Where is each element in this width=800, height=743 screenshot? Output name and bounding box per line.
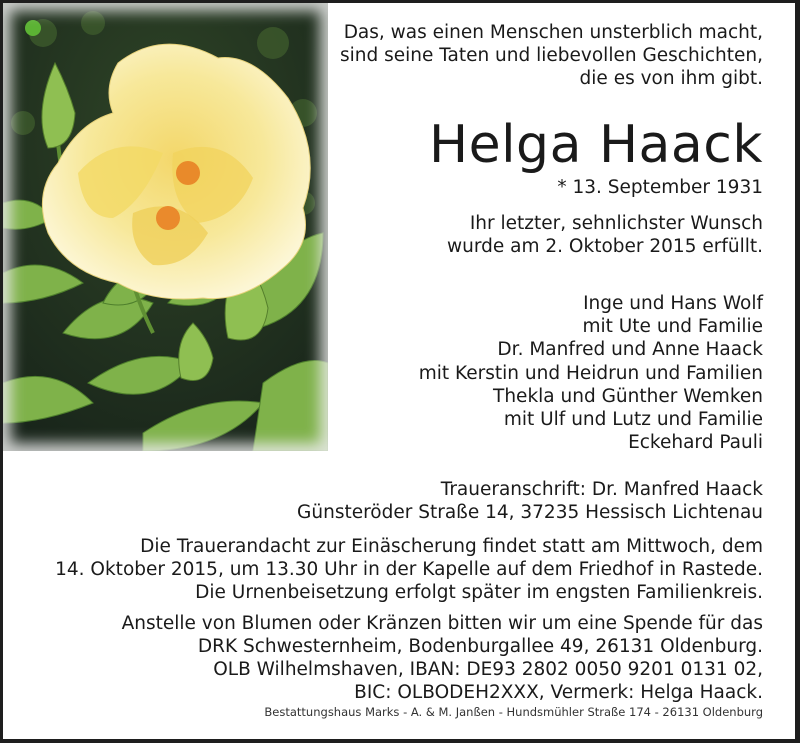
memorial-quote (340, 21, 763, 90)
donation-line: BIC: OLBODEH2XXX, Vermerk: Helga Haack. (354, 682, 763, 703)
ceremony-line: 14. Oktober 2015, um 13.30 Uhr in der Kapelle auf dem Friedhof in Rastede. (55, 559, 763, 580)
deceased-name: Helga Haack (429, 115, 763, 175)
mourner-line: mit Ute und Familie (582, 316, 763, 338)
donation-line: Anstelle von Blumen oder Kränzen bitten wir um eine Spende für das (121, 613, 763, 634)
mourner-line: Eckehard Pauli (628, 432, 763, 454)
quote-line: Das, was einen Menschen unsterblich macht, (343, 22, 763, 43)
rose-photo (3, 3, 328, 451)
quote-line: die es von ihm gibt. (579, 68, 763, 89)
ceremony-line: Die Trauerandacht zur Einäscherung findet statt am Mittwoch, dem (140, 536, 763, 557)
mourning-address (297, 478, 763, 524)
wish-line: wurde am 2. Oktober 2015 erfüllt. (447, 236, 763, 257)
quote-line: sind seine Taten und liebevollen Geschichten, (339, 45, 763, 66)
mourner-line: Inge und Hans Wolf (583, 293, 763, 314)
mourner-line: mit Ulf und Lutz und Familie (503, 409, 763, 431)
mourner-line: Dr. Manfred und Anne Haack (497, 339, 763, 361)
mourner-line: mit Kerstin und Heidrun und Familien (418, 362, 763, 384)
address-line: Traueranschrift: Dr. Manfred Haack (440, 479, 763, 500)
donation-line: DRK Schwesternheim, Bodenburgallee 49, 26131 Oldenburg. (197, 636, 763, 657)
address-line: Günsteröder Straße 14, 37235 Hessisch Lichtenau (297, 502, 763, 523)
mourners-list (419, 292, 763, 454)
obituary-notice (3, 3, 795, 739)
birth-date: * 13. September 1931 (557, 177, 763, 198)
ceremony-line: Die Urnenbeisetzung erfolgt später im engsten Familienkreis. (195, 582, 763, 603)
death-statement (447, 212, 763, 258)
wish-line: Ihr letzter, sehnlichster Wunsch (469, 213, 763, 234)
yellow-rose-image (3, 3, 328, 451)
ceremony-info (55, 535, 763, 604)
donation-info (122, 612, 763, 704)
funeral-home-footer: Bestattungshaus Marks - A. & M. Janßen - Hundsmühler Straße 174 - 26131 Oldenburg (264, 705, 763, 719)
donation-line: OLB Wilhelmshaven, IBAN: DE93 2802 0050 9201 0131 02, (213, 659, 763, 680)
mourner-line: Thekla und Günther Wemken (493, 385, 763, 407)
